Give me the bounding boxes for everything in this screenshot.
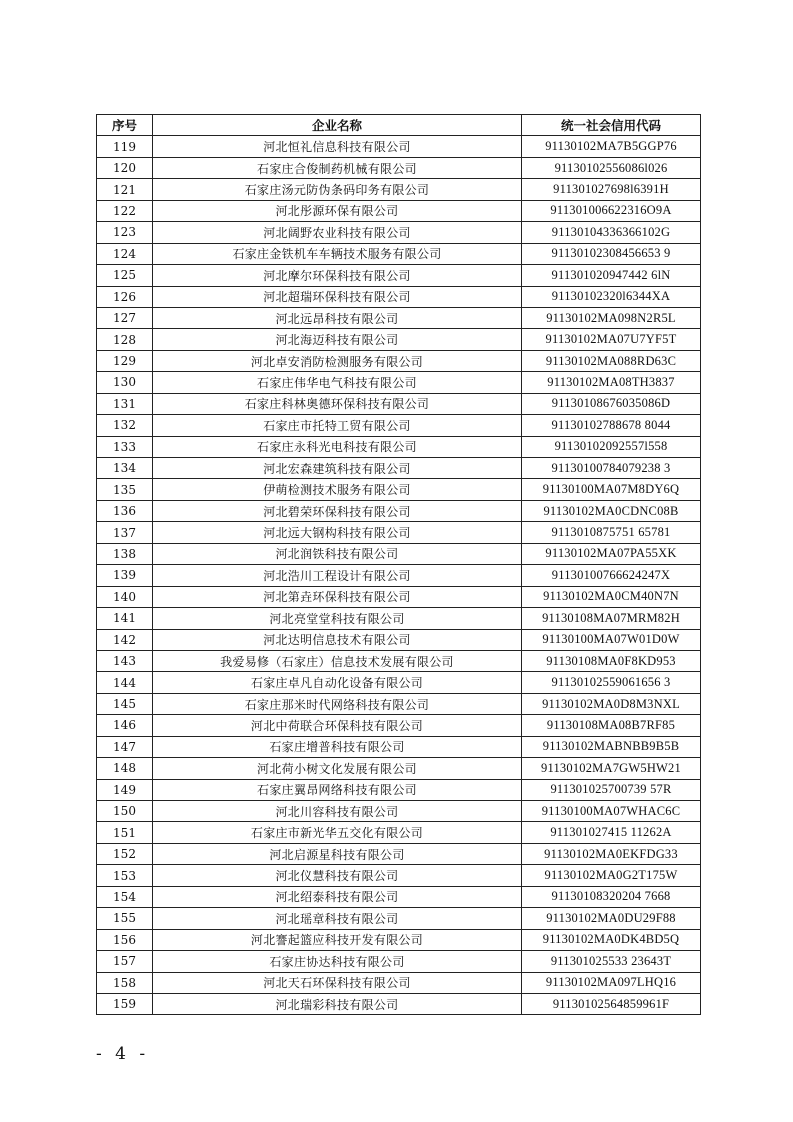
credit-code-cell: 91130102MA097LHQ16 [522, 972, 701, 993]
table-row [97, 393, 701, 414]
company-name-cell: 河北绍泰科技有限公司 [153, 886, 522, 907]
credit-code-cell: 91130108676035086D [522, 393, 701, 414]
credit-code-cell: 911301006622316O9A [522, 200, 701, 221]
company-name-cell: 河北摩尔环保科技有限公司 [153, 265, 522, 286]
company-name-cell: 石家庄协达科技有限公司 [153, 951, 522, 972]
company-name-cell: 河北天石环保科技有限公司 [153, 972, 522, 993]
table-row [97, 843, 701, 864]
serial-number-cell: 141 [97, 608, 153, 629]
table-row [97, 951, 701, 972]
company-name-cell: 我爱易修（石家庄）信息技术发展有限公司 [153, 650, 522, 671]
company-name-cell: 伊萌检测技术服务有限公司 [153, 479, 522, 500]
serial-number-cell: 136 [97, 500, 153, 521]
credit-code-cell: 91130102556086l026 [522, 157, 701, 178]
company-name-cell: 石家庄翼昂网络科技有限公司 [153, 779, 522, 800]
serial-number-cell: 145 [97, 693, 153, 714]
credit-code-cell: 91130102MA08TH3837 [522, 372, 701, 393]
serial-number-cell: 130 [97, 372, 153, 393]
table-row [97, 693, 701, 714]
company-name-cell: 河北第垚环保科技有限公司 [153, 586, 522, 607]
table-row [97, 586, 701, 607]
table-row [97, 629, 701, 650]
company-name-cell: 河北浩川工程设计有限公司 [153, 565, 522, 586]
serial-number-cell: 152 [97, 843, 153, 864]
company-name-cell: 河北恒礼信息科技有限公司 [153, 136, 522, 157]
company-name-cell: 石家庄科林奥德环保科技有限公司 [153, 393, 522, 414]
credit-code-cell: 91130104336366102G [522, 222, 701, 243]
company-name-cell: 石家庄卓凡自动化设备有限公司 [153, 672, 522, 693]
serial-number-cell: 156 [97, 929, 153, 950]
credit-code-cell: 91130102MA07PA55XK [522, 543, 701, 564]
company-name-cell: 河北远昂科技有限公司 [153, 307, 522, 328]
company-name-cell: 河北超瑞环保科技有限公司 [153, 286, 522, 307]
table-row [97, 415, 701, 436]
serial-number-cell: 154 [97, 886, 153, 907]
serial-number-cell: 121 [97, 179, 153, 200]
serial-number-cell: 119 [97, 136, 153, 157]
serial-number-cell: 149 [97, 779, 153, 800]
credit-code-cell: 91130102MA088RD63C [522, 350, 701, 371]
company-name-cell: 石家庄那米时代网络科技有限公司 [153, 693, 522, 714]
company-name-cell: 石家庄汤元防伪条码印务有限公司 [153, 179, 522, 200]
table-row [97, 157, 701, 178]
table-row [97, 522, 701, 543]
serial-number-cell: 139 [97, 565, 153, 586]
serial-number-cell: 148 [97, 758, 153, 779]
table-row [97, 801, 701, 822]
company-name-cell: 石家庄合俊制药机械有限公司 [153, 157, 522, 178]
serial-number-cell: 133 [97, 436, 153, 457]
table-row [97, 500, 701, 521]
serial-number-cell: 134 [97, 458, 153, 479]
credit-code-cell: 91130108MA08B7RF85 [522, 715, 701, 736]
credit-code-cell: 91130102788678 8044 [522, 415, 701, 436]
serial-number-cell: 146 [97, 715, 153, 736]
serial-number-cell: 159 [97, 993, 153, 1014]
credit-code-cell: 911301027415 11262A [522, 822, 701, 843]
credit-code-cell: 91130102MA0DU29F88 [522, 908, 701, 929]
credit-code-cell: 91130108MA0F8KD953 [522, 650, 701, 671]
table-row [97, 436, 701, 457]
table-row [97, 286, 701, 307]
company-name-cell: 河北川容科技有限公司 [153, 801, 522, 822]
company-name-cell: 河北阔野农业科技有限公司 [153, 222, 522, 243]
company-name-cell: 石家庄市新光华五交化有限公司 [153, 822, 522, 843]
company-name-cell: 河北中荷联合环保科技有限公司 [153, 715, 522, 736]
table-row [97, 265, 701, 286]
serial-number-cell: 157 [97, 951, 153, 972]
table-row [97, 458, 701, 479]
company-name-cell: 河北达明信息技术有限公司 [153, 629, 522, 650]
serial-number-cell: 155 [97, 908, 153, 929]
serial-number-cell: 128 [97, 329, 153, 350]
page-number: - 4 - [96, 1044, 150, 1064]
company-name-cell: 河北卓安消防检测服务有限公司 [153, 350, 522, 371]
table-row [97, 372, 701, 393]
credit-code-cell: 91130102MABNBB9B5B [522, 736, 701, 757]
table-row [97, 715, 701, 736]
column-header-serial: 序号 [97, 115, 153, 136]
table-row [97, 886, 701, 907]
company-name-cell: 河北碧荣环保科技有限公司 [153, 500, 522, 521]
serial-number-cell: 124 [97, 243, 153, 264]
serial-number-cell: 140 [97, 586, 153, 607]
credit-code-cell: 91130100784079238 3 [522, 458, 701, 479]
table-row [97, 758, 701, 779]
credit-code-cell: 911301020947442 6lN [522, 265, 701, 286]
credit-code-cell: 91130102MA7B5GGP76 [522, 136, 701, 157]
company-name-cell: 石家庄增普科技有限公司 [153, 736, 522, 757]
table-row [97, 865, 701, 886]
table-row [97, 779, 701, 800]
serial-number-cell: 127 [97, 307, 153, 328]
credit-code-cell: 91130100MA07W01D0W [522, 629, 701, 650]
credit-code-cell: 91130102MA0EKFDG33 [522, 843, 701, 864]
serial-number-cell: 123 [97, 222, 153, 243]
credit-code-cell: 91130100MA07WHAC6C [522, 801, 701, 822]
company-name-cell: 河北彤源环保有限公司 [153, 200, 522, 221]
serial-number-cell: 151 [97, 822, 153, 843]
credit-code-cell: 91130102MA0G2T175W [522, 865, 701, 886]
credit-code-cell: 91130108320204 7668 [522, 886, 701, 907]
table-row [97, 908, 701, 929]
credit-code-cell: 91130102MA0DK4BD5Q [522, 929, 701, 950]
credit-code-cell: 911301025700739 57R [522, 779, 701, 800]
enterprise-table [96, 114, 701, 1015]
company-name-cell: 河北启源星科技有限公司 [153, 843, 522, 864]
company-name-cell: 河北海迈科技有限公司 [153, 329, 522, 350]
credit-code-cell: 91130102320l6344XA [522, 286, 701, 307]
table-row [97, 565, 701, 586]
company-name-cell: 石家庄金铁机车车辆技术服务有限公司 [153, 243, 522, 264]
serial-number-cell: 122 [97, 200, 153, 221]
credit-code-cell: 91130102MA7GW5HW21 [522, 758, 701, 779]
table-row [97, 672, 701, 693]
table-row [97, 479, 701, 500]
serial-number-cell: 135 [97, 479, 153, 500]
column-header-credit-code: 统一社会信用代码 [522, 115, 701, 136]
table-row [97, 350, 701, 371]
credit-code-cell: 91130102308456653 9 [522, 243, 701, 264]
serial-number-cell: 131 [97, 393, 153, 414]
company-name-cell: 河北亮堂堂科技有限公司 [153, 608, 522, 629]
table-row [97, 179, 701, 200]
credit-code-cell: 91130100MA07M8DY6Q [522, 479, 701, 500]
serial-number-cell: 129 [97, 350, 153, 371]
table-row [97, 136, 701, 157]
credit-code-cell: 91130108MA07MRM82H [522, 608, 701, 629]
credit-code-cell: 91130100766624247X [522, 565, 701, 586]
company-name-cell: 石家庄市托特工贸有限公司 [153, 415, 522, 436]
company-name-cell: 河北荷小树文化发展有限公司 [153, 758, 522, 779]
company-name-cell: 河北仪慧科技有限公司 [153, 865, 522, 886]
serial-number-cell: 143 [97, 650, 153, 671]
table-row [97, 307, 701, 328]
credit-code-cell: 91130102MA07U7YF5T [522, 329, 701, 350]
company-name-cell: 河北润铁科技有限公司 [153, 543, 522, 564]
serial-number-cell: 144 [97, 672, 153, 693]
table-row [97, 972, 701, 993]
table-row [97, 200, 701, 221]
serial-number-cell: 150 [97, 801, 153, 822]
serial-number-cell: 147 [97, 736, 153, 757]
column-header-company-name: 企业名称 [153, 115, 522, 136]
serial-number-cell: 138 [97, 543, 153, 564]
credit-code-cell: 91130102564859961F [522, 993, 701, 1014]
serial-number-cell: 120 [97, 157, 153, 178]
table-header-row [97, 115, 701, 136]
table-row [97, 222, 701, 243]
table-row [97, 543, 701, 564]
table-row [97, 329, 701, 350]
credit-code-cell: 91130102MA0D8M3NXL [522, 693, 701, 714]
table-row [97, 736, 701, 757]
company-name-cell: 河北瑞彩科技有限公司 [153, 993, 522, 1014]
serial-number-cell: 153 [97, 865, 153, 886]
credit-code-cell: 91130102MA0CDNC08B [522, 500, 701, 521]
company-name-cell: 石家庄永科光电科技有限公司 [153, 436, 522, 457]
company-name-cell: 河北宏森建筑科技有限公司 [153, 458, 522, 479]
serial-number-cell: 137 [97, 522, 153, 543]
credit-code-cell: 91130102092557l558 [522, 436, 701, 457]
table-row [97, 993, 701, 1014]
credit-code-cell: 911301025533 23643T [522, 951, 701, 972]
serial-number-cell: 125 [97, 265, 153, 286]
serial-number-cell: 132 [97, 415, 153, 436]
serial-number-cell: 158 [97, 972, 153, 993]
credit-code-cell: 91130102MA0CM40N7N [522, 586, 701, 607]
table-row [97, 608, 701, 629]
company-name-cell: 河北远大钢构科技有限公司 [153, 522, 522, 543]
table-row [97, 822, 701, 843]
credit-code-cell: 91130102559061656 3 [522, 672, 701, 693]
table-row [97, 929, 701, 950]
company-name-cell: 石家庄伟华电气科技有限公司 [153, 372, 522, 393]
credit-code-cell: 9113010875751 65781 [522, 522, 701, 543]
credit-code-cell: 911301027698l6391H [522, 179, 701, 200]
credit-code-cell: 91130102MA098N2R5L [522, 307, 701, 328]
serial-number-cell: 126 [97, 286, 153, 307]
table-row [97, 650, 701, 671]
table-body [97, 136, 701, 1015]
table-row [97, 243, 701, 264]
company-name-cell: 河北瑶章科技有限公司 [153, 908, 522, 929]
company-name-cell: 河北謇起篮应科技开发有限公司 [153, 929, 522, 950]
serial-number-cell: 142 [97, 629, 153, 650]
